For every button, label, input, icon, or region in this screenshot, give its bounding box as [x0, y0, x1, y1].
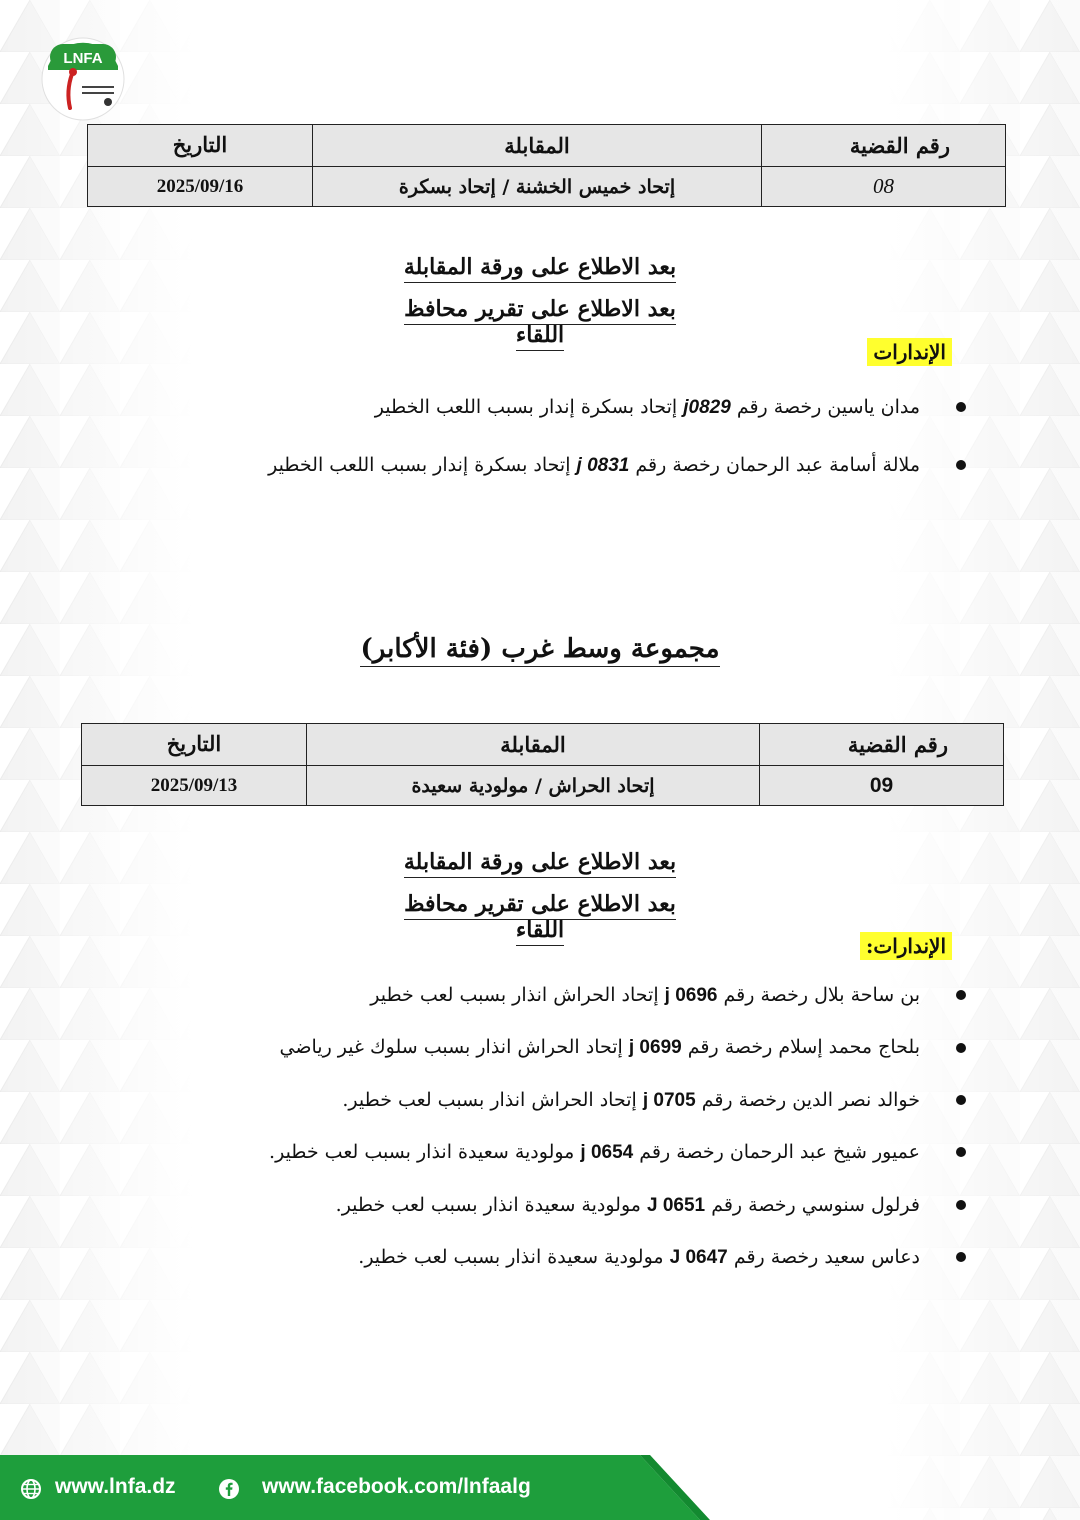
review-line-1: بعد الاطلاع على ورقة المقابلة: [404, 849, 676, 878]
list-item: بلحاج محمد إسلام رخصة رقم j 0699 إتحاد الحراش انذار بسبب سلوك غير رياضي: [269, 1021, 920, 1073]
lnfa-logo: [40, 36, 126, 122]
globe-icon: [20, 1478, 42, 1500]
case-table-1: [87, 124, 1006, 207]
list-item: دعاس سعيد رخصة رقم J 0647 مولودية سعيدة انذار بسبب لعب خطير.: [269, 1231, 920, 1283]
svg-text:LNFA: LNFA: [63, 50, 103, 67]
match-date: 2025/09/16: [88, 167, 313, 207]
warnings-list-1: [268, 378, 920, 494]
list-item: عميور شيخ عبد الرحمان رخصة رقم j 0654 مولودية سعيدة انذار بسبب لعب خطير.: [269, 1126, 920, 1178]
header-date: التاريخ: [82, 724, 307, 766]
case-number: 09: [760, 766, 1004, 806]
group-title: مجموعة وسط غرب (فئة الأكابر): [0, 634, 1080, 664]
header-case-number: رقم القضية: [760, 724, 1004, 766]
list-item: مدان ياسين رخصة رقم j0829 إتحاد بسكرة إندار بسبب اللعب الخطير: [268, 378, 920, 436]
review-heading-1: [380, 254, 700, 348]
footer-facebook-link[interactable]: www.facebook.com/lnfaalg: [262, 1475, 531, 1498]
facebook-icon: [218, 1478, 240, 1500]
review-line-1: بعد الاطلاع على ورقة المقابلة: [404, 254, 676, 283]
match-name: إتحاد خميس الخشنة / إتحاد بسكرة: [313, 167, 762, 207]
header-match: المقابلة: [307, 724, 760, 766]
header-date: التاريخ: [88, 125, 313, 167]
warnings-list-2: [269, 969, 920, 1283]
list-item: فرلول سنوسي رخصة رقم J 0651 مولودية سعيدة انذار بسبب لعب خطير.: [269, 1179, 920, 1231]
list-item: ملالة أسامة عبد الرحمان رخصة رقم j 0831 إتحاد بسكرة إندار بسبب اللعب الخطير: [268, 436, 920, 494]
list-item: خوالد نصر الدين رخصة رقم j 0705 إتحاد الحراش انذار بسبب لعب خطير.: [269, 1074, 920, 1126]
list-item: بن ساحة بلال رخصة رقم j 0696 إتحاد الحراش انذار بسبب لعب خطير: [269, 969, 920, 1021]
warnings-title-2: الإندارات:: [860, 932, 952, 960]
footer-website-link[interactable]: www.lnfa.dz: [55, 1475, 176, 1498]
match-name: إتحاد الحراش / مولودية سعيدة: [307, 766, 760, 806]
header-case-number: رقم القضية: [762, 125, 1006, 167]
review-line-2: بعد الاطلاع على تقرير محافظ اللقاء: [404, 891, 676, 946]
review-heading-2: [380, 849, 700, 943]
review-line-2: بعد الاطلاع على تقرير محافظ اللقاء: [404, 296, 676, 351]
case-number: 08: [762, 167, 1006, 207]
header-match: المقابلة: [313, 125, 762, 167]
warnings-title-1: الإندارات: [867, 338, 952, 366]
case-table-2: [81, 723, 1004, 806]
match-date: 2025/09/13: [82, 766, 307, 806]
